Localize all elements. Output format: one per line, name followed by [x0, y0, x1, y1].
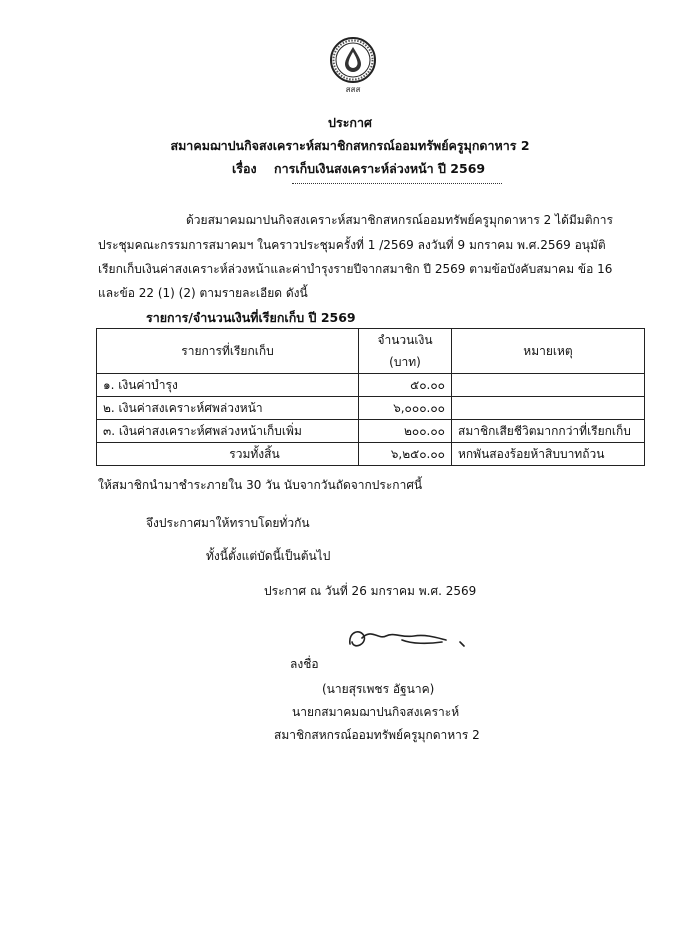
- total-amount: ๖,๒๕๐.๐๐: [359, 443, 452, 466]
- effective-line: ทั้งนี้ตั้งแต่บัดนี้เป็นต้นไป: [206, 549, 331, 563]
- body-line-2: ประชุมคณะกรรมการสมาคมฯ ในคราวประชุมครั้งที่ 1 /2569 ลงวันที่ 9 มกราคม พ.ศ.2569 อนุมัติ: [98, 238, 606, 252]
- table-row: [97, 374, 645, 397]
- header-amount-unit: (บาท): [389, 355, 421, 369]
- header-item: รายการที่เรียกเก็บ: [97, 329, 359, 374]
- signer-title-1: นายกสมาคมฌาปนกิจสงเคราะห์: [292, 705, 460, 719]
- organization-name: สมาคมฌาปนกิจสงเคราะห์สมาชิกสหกรณ์ออมทรัพย์ครูมุกดาหาร 2: [170, 138, 530, 153]
- row-item: ๓. เงินค่าสงเคราะห์ศพล่วงหน้าเก็บเพิ่ม: [97, 420, 359, 443]
- header-amount: [359, 329, 452, 374]
- table-header-row: [97, 329, 645, 374]
- announce-line: จึงประกาศมาให้ทราบโดยทั่วกัน: [146, 516, 310, 530]
- table-row: [97, 420, 645, 443]
- seal-caption: สสส: [345, 85, 361, 94]
- header-amount-label: จำนวนเงิน: [377, 333, 433, 347]
- signature-scribble: [342, 622, 472, 658]
- body-line-3: เรียกเก็บเงินค่าสงเคราะห์ล่วงหน้าและค่าบำรุงรายปีจากสมาชิก ปี 2569 ตามข้อบังคับสมาคม ข้อ 16: [98, 262, 613, 276]
- row-amount: ๕๐.๐๐: [359, 374, 452, 397]
- table-caption: รายการ/จำนวนเงินที่เรียกเก็บ ปี 2569: [146, 310, 356, 325]
- announcement-title: ประกาศ: [328, 115, 372, 130]
- row-amount: ๒๐๐.๐๐: [359, 420, 452, 443]
- announce-date: ประกาศ ณ วันที่ 26 มกราคม พ.ศ. 2569: [264, 584, 477, 598]
- header-note: หมายเหตุ: [452, 329, 645, 374]
- association-seal-logo: [329, 36, 377, 98]
- row-note: สมาชิกเสียชีวิตมากกว่าที่เรียกเก็บ: [452, 420, 645, 443]
- signer-title-2: สมาชิกสหกรณ์ออมทรัพย์ครูมุกดาหาร 2: [274, 728, 480, 742]
- table-row: [97, 397, 645, 420]
- divider-dots: [292, 183, 502, 184]
- row-item: ๑. เงินค่าบำรุง: [97, 374, 359, 397]
- table-total-row: [97, 443, 645, 466]
- total-label: รวมทั้งสิ้น: [97, 443, 359, 466]
- sign-label: ลงชื่อ: [290, 657, 319, 671]
- body-line-1: ด้วยสมาคมฌาปนกิจสงเคราะห์สมาชิกสหกรณ์ออมทรัพย์ครูมุกดาหาร 2 ได้มีมติการ: [186, 213, 613, 227]
- fee-table: [96, 328, 645, 466]
- subject-label: เรื่อง: [232, 161, 257, 176]
- signer-name: (นายสุรเพชร อัฐนาค): [322, 682, 435, 696]
- row-amount: ๖,๐๐๐.๐๐: [359, 397, 452, 420]
- subject-line: [232, 159, 485, 179]
- row-note: [452, 397, 645, 420]
- subject-text: การเก็บเงินสงเคราะห์ล่วงหน้า ปี 2569: [274, 161, 486, 176]
- row-note: [452, 374, 645, 397]
- payment-instruction: ให้สมาชิกนำมาชำระภายใน 30 วัน นับจากวันถัดจากประกาศนี้: [98, 478, 423, 492]
- body-line-4: และข้อ 22 (1) (2) ตามรายละเอียด ดังนี้: [98, 286, 308, 300]
- total-note: หกพันสองร้อยห้าสิบบาทถ้วน: [452, 443, 645, 466]
- row-item: ๒. เงินค่าสงเคราะห์ศพล่วงหน้า: [97, 397, 359, 420]
